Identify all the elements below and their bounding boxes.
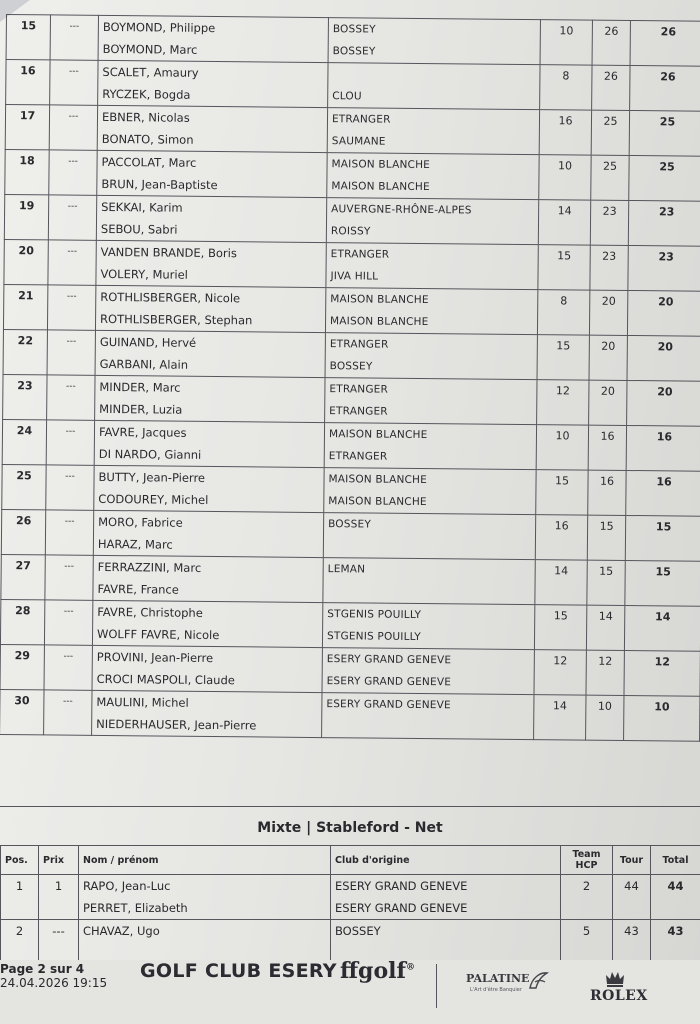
player-name-2: GARBANI, Alain	[99, 356, 189, 372]
tour-cell: 23	[590, 245, 628, 290]
club-name-1: BOSSEY	[328, 518, 372, 531]
page-number: Page 2 sur 4	[0, 962, 85, 976]
total-cell: 43	[651, 920, 700, 965]
players-cell	[79, 875, 331, 920]
player-name-1: MORO, Fabrice	[98, 514, 183, 530]
player-name-1: BOYMOND, Philippe	[102, 19, 216, 36]
table-row	[2, 419, 700, 471]
hcp-cell: 15	[536, 470, 588, 515]
player-name-2: FAVRE, France	[97, 581, 179, 597]
player-name-1: SEKKAI, Karim	[101, 199, 183, 215]
prize-cell: ---	[46, 420, 94, 465]
tour-cell: 16	[588, 470, 626, 515]
position-cell: 22	[3, 329, 47, 374]
palatine-emblem-icon	[526, 968, 550, 992]
players-cell	[96, 195, 326, 242]
player-name-1: VANDEN BRANDE, Boris	[100, 244, 237, 261]
hcp-cell: 2	[561, 875, 613, 920]
hcp-cell: 10	[536, 425, 588, 470]
clubs-cell	[327, 108, 539, 155]
club-name-1: ESERY GRAND GENEVE	[326, 698, 451, 712]
player-name-2: VOLERY, Muriel	[100, 266, 188, 282]
club-name-1: ETRANGER	[331, 113, 391, 126]
clubs-cell	[325, 288, 537, 335]
player-name-1: PACCOLAT, Marc	[101, 154, 197, 170]
player-name-2: HARAZ, Marc	[97, 536, 173, 552]
palatine-logo-text: PALATINE	[466, 972, 530, 985]
club-name-2: BOSSEY	[332, 45, 376, 58]
club-name-1	[332, 63, 535, 87]
tour-cell: 10	[586, 695, 624, 740]
header-team: Team	[572, 849, 601, 860]
player-name-1: GUINAND, Hervé	[99, 334, 197, 350]
total-cell: 20	[627, 290, 700, 336]
prize-cell: ---	[50, 15, 98, 60]
players-cell	[92, 645, 322, 692]
header-pos: Pos.	[1, 846, 39, 875]
players-cell	[94, 465, 324, 512]
position-cell: 28	[0, 599, 44, 644]
clubs-cell	[323, 558, 535, 605]
table-row	[6, 60, 700, 112]
tour-cell: 23	[590, 200, 628, 245]
table-row	[1, 875, 700, 920]
player-name-1: RAPO, Jean-Luc	[83, 879, 171, 893]
position-cell: 21	[3, 284, 47, 329]
player-name-2: SEBOU, Sabri	[100, 221, 178, 237]
club-name-2: MAISON BLANCHE	[330, 315, 429, 329]
club-name-2	[328, 535, 531, 559]
table-row	[5, 105, 700, 157]
player-name-2: ROTHLISBERGER, Stephan	[100, 311, 253, 328]
club-name-1: MAISON BLANCHE	[328, 473, 428, 487]
clubs-cell	[325, 333, 537, 380]
tour-cell: 43	[613, 920, 651, 965]
table-row	[3, 284, 700, 336]
hcp-cell: 10	[539, 155, 591, 200]
club-name-2: SAUMANE	[331, 135, 386, 148]
hcp-cell: 15	[537, 335, 589, 380]
hcp-cell: 16	[539, 110, 591, 155]
club-name-2: ESERY GRAND GENEVE	[326, 675, 452, 689]
total-cell: 15	[625, 515, 700, 561]
club-name-2: ESERY GRAND GENEVE	[335, 901, 468, 915]
clubs-cell	[327, 153, 539, 200]
club-name-2: ETRANGER	[328, 450, 388, 463]
table-row	[4, 239, 700, 291]
tour-cell: 20	[589, 335, 627, 380]
total-cell: 16	[626, 425, 700, 471]
player-name-1: PROVINI, Jean-Pierre	[96, 649, 214, 666]
player-name-2: WOLFF FAVRE, Nicole	[96, 626, 220, 643]
clubs-cell	[325, 378, 537, 425]
mixte-title: Mixte | Stableford - Net	[257, 820, 443, 836]
results-table	[0, 14, 700, 742]
tour-cell: 26	[592, 65, 630, 110]
position-cell: 15	[6, 15, 50, 60]
players-cell	[95, 285, 325, 332]
club-name-1: MAISON BLANCHE	[328, 428, 428, 442]
player-name-2: CODOUREY, Michel	[98, 491, 209, 507]
hcp-cell: 14	[534, 695, 586, 740]
prize-cell: 1	[39, 875, 79, 920]
club-name-2: ETRANGER	[329, 405, 388, 418]
tour-cell: 12	[586, 650, 624, 695]
position-cell: 20	[4, 239, 48, 284]
logo-divider	[436, 964, 437, 1008]
player-name-1: SCALET, Amaury	[102, 64, 199, 80]
prize-cell: ---	[44, 600, 92, 645]
hcp-cell: 12	[534, 650, 586, 695]
total-cell: 23	[628, 200, 700, 246]
player-name-1: EBNER, Nicolas	[101, 109, 190, 125]
hcp-cell: 14	[535, 560, 587, 605]
club-name-2: CLOU	[332, 90, 362, 103]
table-row	[1, 509, 700, 561]
total-cell: 25	[629, 110, 700, 156]
player-name-2: BRUN, Jean-Baptiste	[101, 176, 218, 193]
club-name-1: MAISON BLANCHE	[330, 293, 429, 307]
position-cell: 18	[5, 149, 49, 194]
tour-cell: 16	[588, 425, 626, 470]
players-cell	[93, 510, 323, 557]
hcp-cell: 15	[534, 605, 586, 650]
header-hcp: HCP	[575, 860, 598, 871]
players-cell	[98, 15, 328, 62]
prize-cell: ---	[48, 195, 96, 240]
hcp-cell: 5	[561, 920, 613, 965]
total-cell: 20	[627, 335, 700, 381]
mixte-table	[0, 845, 700, 965]
rolex-crown-icon	[605, 970, 625, 988]
position-cell: 17	[5, 105, 49, 150]
players-cell	[94, 420, 324, 467]
prize-cell: ---	[47, 330, 95, 375]
tour-cell: 25	[591, 110, 629, 155]
player-name-2: BONATO, Simon	[101, 131, 194, 147]
player-name-2: BOYMOND, Marc	[102, 41, 198, 57]
results-body	[0, 15, 700, 742]
hcp-cell: 15	[538, 245, 590, 290]
players-cell	[92, 690, 322, 737]
club-name-1: BOSSEY	[335, 924, 381, 938]
club-name-2	[326, 715, 529, 739]
club-name-1: ESERY GRAND GENEVE	[326, 653, 452, 667]
position-cell: 23	[3, 374, 47, 419]
player-name-2: NIEDERHAUSER, Jean-Pierre	[96, 716, 257, 733]
player-name-2: CROCI MASPOLI, Claude	[96, 671, 235, 688]
mixte-header-row	[1, 846, 700, 875]
tour-cell: 25	[591, 155, 629, 200]
table-row	[5, 149, 700, 201]
print-datetime: 24.04.2026 19:15	[0, 976, 108, 990]
total-cell: 15	[625, 560, 700, 606]
club-name-1: BOSSEY	[332, 23, 376, 36]
club-name-1: ESERY GRAND GENEVE	[335, 879, 468, 893]
total-cell: 26	[630, 65, 700, 111]
club-name-2: MAISON BLANCHE	[331, 180, 430, 194]
page-footer	[0, 960, 700, 1024]
hcp-cell: 8	[537, 290, 589, 335]
table-row	[0, 599, 700, 651]
total-cell: 44	[651, 875, 700, 920]
players-cell	[98, 60, 328, 107]
total-cell: 16	[626, 470, 700, 516]
prize-cell: ---	[47, 375, 95, 420]
hcp-cell: 14	[538, 200, 590, 245]
total-cell: 12	[624, 650, 700, 696]
header-name: Nom / prénom	[79, 846, 331, 875]
prize-cell: ---	[45, 555, 93, 600]
players-cell	[79, 920, 331, 965]
table-row	[2, 464, 700, 516]
player-name-2: MINDER, Luzia	[99, 401, 183, 417]
total-cell: 26	[630, 20, 700, 66]
players-cell	[95, 375, 325, 422]
player-name-1: BUTTY, Jean-Pierre	[98, 469, 206, 485]
hcp-cell: 16	[535, 515, 587, 560]
player-name-1: FAVRE, Jacques	[98, 424, 187, 440]
clubs-cell	[322, 648, 534, 695]
club-name-1: LEMAN	[327, 563, 366, 576]
total-cell: 20	[627, 380, 700, 426]
player-name-1: ROTHLISBERGER, Nicole	[100, 289, 241, 306]
clubs-cell	[324, 468, 536, 515]
clubs-cell	[328, 63, 540, 110]
club-name-2	[327, 580, 530, 604]
rolex-logo-text: ROLEX	[590, 988, 648, 1004]
table-row	[3, 329, 700, 381]
tour-cell: 26	[592, 20, 630, 65]
header-prix: Prix	[39, 846, 79, 875]
hcp-cell: 12	[537, 380, 589, 425]
tour-cell: 15	[587, 560, 625, 605]
clubs-cell	[326, 198, 538, 245]
club-logo-text: GOLF CLUB ESERY	[140, 960, 337, 982]
player-name-1: CHAVAZ, Ugo	[83, 924, 160, 938]
player-name-1: FERRAZZINI, Marc	[97, 559, 202, 575]
club-name-1: ETRANGER	[330, 248, 390, 261]
players-cell	[92, 600, 322, 647]
player-name-2: PERRET, Elizabeth	[83, 901, 188, 915]
clubs-cell	[328, 18, 540, 65]
hcp-cell: 10	[540, 20, 592, 65]
player-name-1: MAULINI, Michel	[96, 694, 189, 710]
header-total: Total	[651, 846, 700, 875]
prize-cell: ---	[44, 645, 92, 690]
club-name-1: ETRANGER	[329, 338, 389, 351]
club-name-2: BOSSEY	[329, 360, 373, 373]
clubs-cell	[326, 243, 538, 290]
ffgolf-text: ffgolf	[340, 958, 406, 984]
players-cell	[96, 240, 326, 287]
total-cell: 23	[628, 245, 700, 291]
club-name-1: STGENIS POUILLY	[327, 608, 422, 622]
ffgolf-logo	[340, 958, 415, 984]
prize-cell: ---	[50, 60, 98, 105]
position-cell: 2	[1, 920, 39, 965]
prize-cell: ---	[49, 150, 97, 195]
tour-cell: 44	[613, 875, 651, 920]
tour-cell: 20	[589, 380, 627, 425]
position-cell: 1	[1, 875, 39, 920]
club-name-2: STGENIS POUILLY	[326, 630, 422, 644]
position-cell: 16	[6, 60, 50, 105]
club-name-2: MAISON BLANCHE	[328, 495, 427, 509]
tour-cell: 20	[589, 290, 627, 335]
ffgolf-mark: ®	[405, 962, 415, 973]
table-row	[0, 644, 700, 696]
header-club: Club d'origine	[331, 846, 561, 875]
table-row	[3, 374, 700, 426]
tour-cell: 14	[586, 605, 624, 650]
prize-cell: ---	[45, 510, 93, 555]
clubs-cell	[331, 875, 561, 920]
prize-cell: ---	[47, 285, 95, 330]
player-name-2: RYCZEK, Bogda	[102, 86, 191, 102]
table-row	[4, 194, 700, 246]
position-cell: 30	[0, 689, 44, 734]
total-cell: 14	[624, 605, 700, 651]
page-info	[0, 962, 107, 990]
mixte-body	[1, 875, 700, 965]
prize-cell: ---	[49, 105, 97, 150]
position-cell: 29	[0, 644, 44, 689]
clubs-cell	[322, 603, 534, 650]
position-cell: 26	[1, 509, 45, 554]
club-name-2: ROISSY	[330, 225, 371, 238]
players-cell	[97, 150, 327, 197]
table-row	[1, 554, 700, 606]
position-cell: 19	[4, 194, 48, 239]
club-name-2: JIVA HILL	[330, 270, 379, 283]
player-name-1: MINDER, Marc	[99, 379, 181, 395]
club-name-1: AUVERGNE-RHÔNE-ALPES	[331, 203, 472, 217]
clubs-cell	[323, 513, 535, 560]
prize-cell: ---	[46, 465, 94, 510]
clubs-cell	[322, 693, 534, 740]
prize-cell: ---	[39, 920, 79, 965]
position-cell: 25	[2, 464, 46, 509]
tour-cell: 15	[587, 515, 625, 560]
total-cell: 10	[624, 695, 700, 741]
player-name-1: FAVRE, Christophe	[97, 604, 203, 620]
clubs-cell	[324, 423, 536, 470]
palatine-tagline: L'Art d'être Banquier	[470, 987, 522, 993]
player-name-2: DI NARDO, Gianni	[98, 446, 202, 462]
total-cell: 25	[629, 155, 700, 201]
header-team-hcp	[561, 846, 613, 875]
position-cell: 24	[2, 419, 46, 464]
prize-cell: ---	[44, 690, 92, 735]
players-cell	[93, 555, 323, 602]
table-row	[0, 689, 700, 741]
prize-cell: ---	[48, 240, 96, 285]
players-cell	[95, 330, 325, 377]
position-cell: 27	[1, 554, 45, 599]
club-name-1: MAISON BLANCHE	[331, 158, 431, 172]
table-row	[6, 15, 700, 67]
hcp-cell: 8	[540, 65, 592, 110]
club-name-1: ETRANGER	[329, 383, 389, 396]
header-tour: Tour	[613, 846, 651, 875]
players-cell	[97, 105, 327, 152]
mixte-section	[0, 806, 700, 965]
